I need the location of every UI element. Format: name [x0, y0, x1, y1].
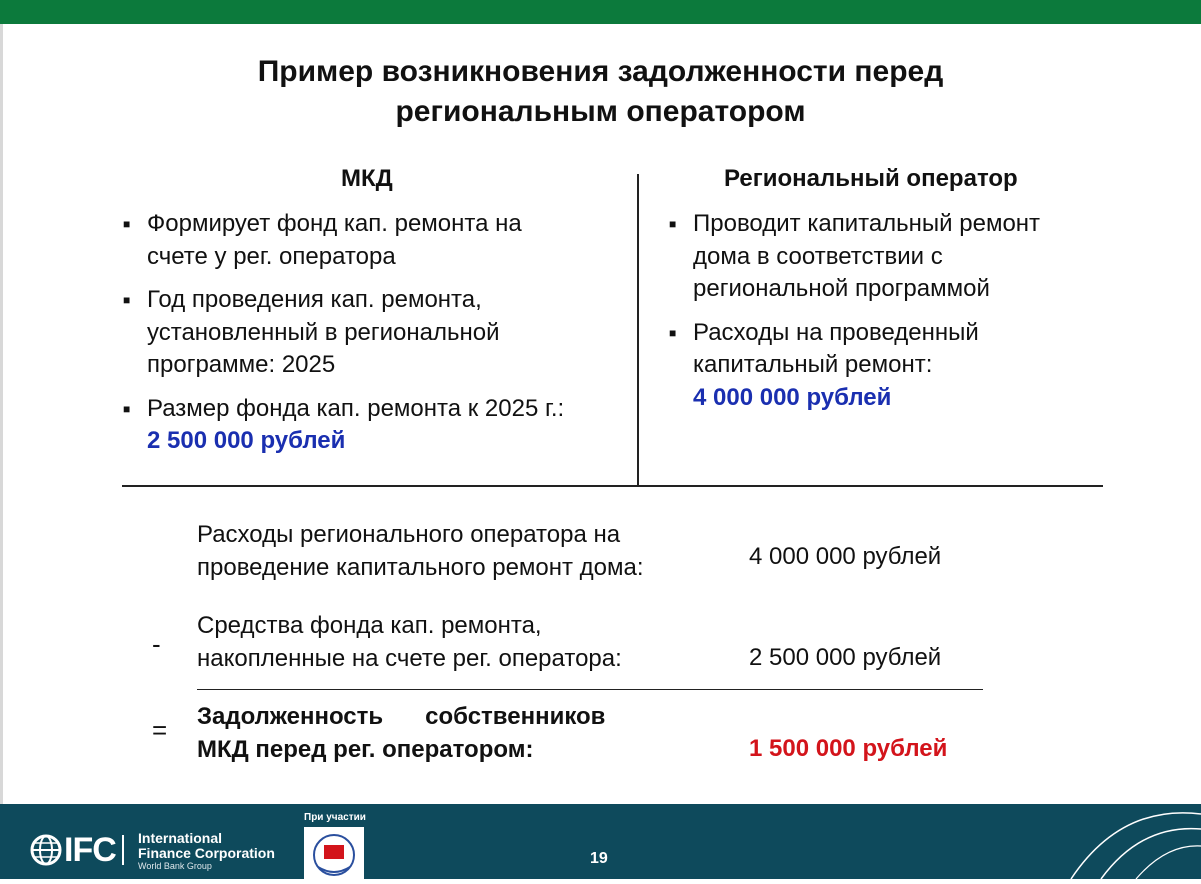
- sum-line: [197, 689, 983, 690]
- left-column-heading: МКД: [341, 165, 393, 192]
- debt-amount: 1 500 000 рублей: [749, 735, 948, 762]
- result-label: Задолженность собственников МКД перед рег. оператором:: [197, 703, 606, 763]
- calc-row-1-label: Расходы регионального оператора на проведение капитального ремонт дома:: [197, 521, 644, 581]
- left-edge-line: [0, 24, 3, 804]
- ifc-mark: IFC: [64, 831, 116, 869]
- right-column-heading: Региональный оператор: [724, 165, 1018, 192]
- title-line-2: региональным оператором: [395, 95, 806, 128]
- list-item: ■ Размер фонда кап. ремонта к 2025 г.: 2 500 000 рублей: [123, 393, 633, 458]
- calc-row-1-value: 4 000 000 рублей: [749, 543, 942, 570]
- association-emblem-icon: [304, 827, 364, 879]
- fund-amount: 2 500 000 рублей: [147, 427, 346, 454]
- list-item: ■ Год проведения кап. ремонта, установленный в региональной программе: 2025: [123, 284, 633, 382]
- ifc-logo: [30, 833, 124, 867]
- minus-operator: -: [152, 629, 161, 659]
- top-bar: [0, 0, 1201, 24]
- partner-label: При участии: [304, 812, 366, 823]
- page-number: 19: [590, 850, 608, 867]
- repair-cost: 4 000 000 рублей: [693, 383, 892, 411]
- slide-title: [0, 52, 1201, 132]
- equals-operator: =: [152, 715, 168, 745]
- list-item: ■ Расходы на проведенный капитальный ремонт: 4 000 000 рублей: [669, 317, 1099, 415]
- calc-row-2-value: 2 500 000 рублей: [749, 644, 942, 671]
- association-logo: [304, 827, 364, 879]
- left-bullet-list: [123, 208, 633, 469]
- list-item: ■ Проводит капитальный ремонт дома в соответствии с региональной программой: [669, 208, 1099, 306]
- logo-separator: [122, 835, 124, 865]
- list-item: ■ Формирует фонд кап. ремонта на счете у рег. оператора: [123, 208, 633, 273]
- section-divider: [122, 485, 1103, 487]
- column-divider: [637, 174, 639, 487]
- title-line-1: Пример возникновения задолженности перед: [257, 55, 944, 88]
- globe-icon: [30, 834, 62, 866]
- calc-row-2-label: Средства фонда кап. ремонта, накопленные на счете рег. оператора:: [197, 612, 622, 672]
- right-bullet-list: [669, 208, 1099, 425]
- decorative-swoosh: [1061, 804, 1201, 879]
- ifc-name: International Finance Corporation World Bank Group: [138, 830, 275, 871]
